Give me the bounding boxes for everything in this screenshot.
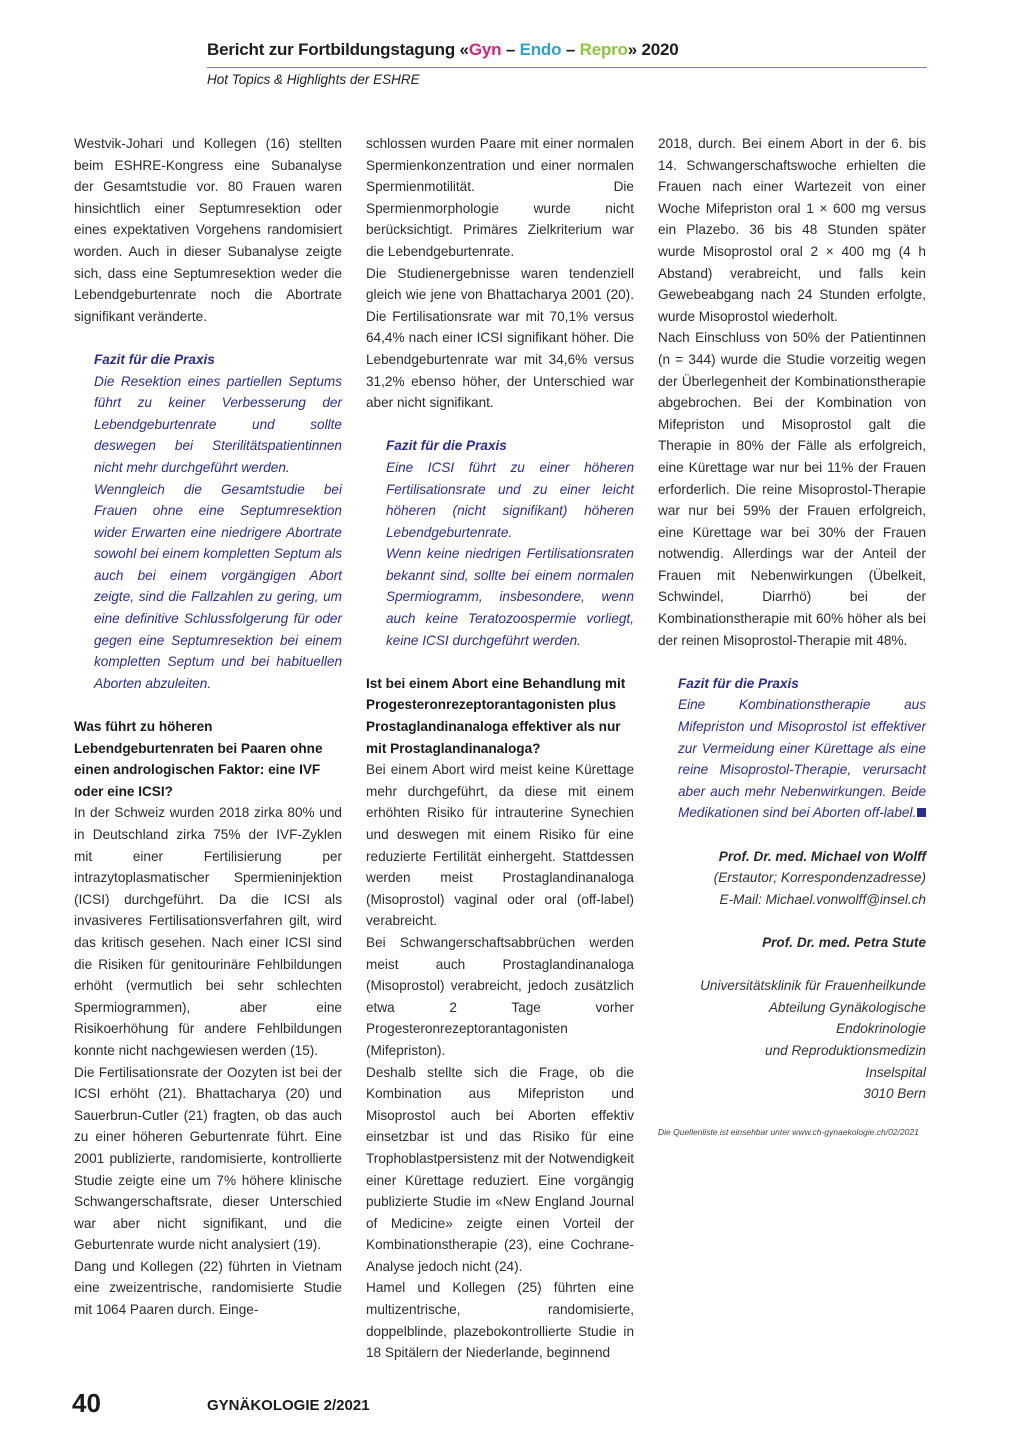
paragraph: Westvik-Johari und Kollegen (16) stellten beim ESHRE-Kongress eine Subanalyse der Gesamtstudie vor. 80 Frauen waren hinsichtlich einer Septumresektion oder eines expektativen Vorgehens randomisiert worden. Auch in dieser Subanalyse zeigte sich, dass eine Septumresektion weder die Lebendgeburtenrate noch die Abortrate signifikant veränderte. [74,136,342,324]
paragraph: Nach Einschluss von 50% der Patientinnen (n = 344) wurde die Studie vorzeitig wegen der Überlegenheit der Kombinationstherapie abgebrochen. Bei der Kombination von Mifepriston und Misoprostol galt die Therapie in 80% der Fälle als erfolgreich, eine Kürettage war nur bei 11% der Frauen erforderlich. Die reine Misoprostol-Therapie war nur bei 59% der Frauen erfolgreich, eine Kürettage war bei 30% der Frauen notwendig. Allerdings war der Anteil der Frauen mit Nebenwirkungen (Übelkeit, Schwindel, Diarrhö) bei der Kombinationstherapie mit 60% höher als bei der reinen Misoprostol-Therapie mit 48%. [658,330,926,648]
fazit-text-content: Eine Kombinationstherapie aus Mifepriston und Misoprostol ist effektiver zur Vermeidung einer Kürettage als eine reine Misoprostol-Therapie, verursacht aber auch mehr Nebenwirkungen. Beide Medikationen sind bei Aborten off-label. [678,697,926,821]
section-heading: Ist bei einem Abort eine Behandlung mit Progesteronrezeptorantagonisten plus Prostaglandinanaloga effektiver als nur mit Prostaglandinanaloga? [366,675,626,756]
header-gyn: Gyn [468,40,502,59]
paragraph: In der Schweiz wurden 2018 zirka 80% und in Deutschland zirka 75% der IVF-Zyklen mit einer Fertilisierung per intrazytoplasmatischer Spermieninjektion (ICSI) durchgeführt. Da die ICSI als invasiveres Fertilisationsverfahren gilt, wird das kritisch gesehen. Nach einer ICSI sind die Risiken für genitourinäre Fehlbildungen erhöht (vermutlich bei sehr schlechten Spermiogrammen), aber eine Risikoerhöhung für andere Fehlbildungen konnte nicht nachgewiesen werden (15). [74,805,342,1058]
author-name: Prof. Dr. med. Michael von Wolff [718,848,926,864]
paragraph: Dang und Kollegen (22) führten in Vietnam eine zweizentrische, randomisierte Studie mit 1064 Paaren durch. Einge- [74,1258,342,1318]
header-title-suffix: » 2020 [627,40,679,59]
affiliation-line: Inselspital [865,1064,926,1080]
author-role: (Erstautor; Korrespondenzadresse) [713,870,926,886]
header-title-prefix: Bericht zur Fortbildungstagung « [207,40,469,59]
header-dash: – [501,40,520,59]
fazit-box [94,349,342,695]
paragraph: 2018, durch. Bei einem Abort in der 6. bis 14. Schwangerschaftswoche erhielten die Frauen nach einer Wartezeit von einer Woche Mifepriston oral 1 × 600 mg versus ein Plazebo. 36 bis 48 Stunden später wurde Misoprostol oral 2 × 400 mg (4 h Abstand) verabreicht, und falls kein Gewebeabgang nach 24 Stunden erfolgte, wurde Misoprostol wiederholt. [658,136,926,324]
author-block [658,846,926,1105]
running-header [207,40,927,87]
paragraph: schlossen wurden Paare mit einer normalen Spermienkonzentration und einer normalen Spermienmotilität. Die Spermienmorphologie wurde nicht berücksichtigt. Primäres Zielkriterium war die Lebendgeburtenrate. [366,136,634,259]
affiliation-line: Endokrinologie [836,1021,926,1037]
header-dash: – [561,40,580,59]
author-name: Prof. Dr. med. Petra Stute [762,934,926,950]
affiliation-line: Abteilung Gynäkologische [768,999,926,1015]
header-repro: Repro [579,40,628,59]
author-email: E-Mail: Michael.vonwolff@insel.ch [719,891,926,907]
fazit-title: Fazit für die Praxis [386,438,507,454]
journal-name: GYNÄKOLOGIE 2/2021 [207,1397,370,1414]
fazit-box [678,673,926,824]
affiliation-line: Universitätsklinik für Frauenheilkunde [700,978,926,994]
paragraph: Die Fertilisationsrate der Oozyten ist bei der ICSI erhöht (21). Bhattacharya (20) und Sauerbrun-Cutler (21) fragten, ob das auch zu einer höheren Geburtenrate führt. Eine 2001 publizierte, randomisierte, kontrollierte Studie zeigte eine um 7% höhere klinische Schwangerschaftsrate, dieser Unterschied war aber nicht signifikant, und die Geburtenrate wurde nicht analysiert (19). [74,1064,342,1253]
fazit-text: Wenngleich die Gesamtstudie bei Frauen ohne eine Septumresektion wider Erwarten eine niedrigere Abortrate sowohl bei einem kompletten Septum als auch bei einem vorgängigen Abort zeigte, sind die Fallzahlen zu gering, um eine definitive Schlussfolgerung für oder gegen eine Septumresektion bei einem kompletten Septum und bei habituellen Aborten abzuleiten. [94,481,342,691]
header-endo: Endo [519,40,562,59]
fazit-text: Die Resektion eines partiellen Septums führt zu keiner Verbesserung der Lebendgeburtenrate und sollte deswegen bei Sterilitätspatientinnen nicht mehr durchgeführt werden. [94,373,342,475]
fazit-title: Fazit für die Praxis [94,351,215,367]
references-footnote: Die Quellenliste ist einsehbar unter www.ch-gynaekologie.ch/02/2021 [658,1127,919,1138]
fazit-title: Fazit für die Praxis [678,675,799,691]
affiliation-line: und Reproduktionsmedizin [765,1042,926,1058]
fazit-text: Eine ICSI führt zu einer höheren Fertilisationsrate und zu einer leicht höheren (nicht signifikant) höheren Lebendgeburtenrate. [386,459,634,540]
header-rule [207,67,927,68]
paragraph: Bei Schwangerschaftsabbrüchen werden meist auch Prostaglandinanaloga (Misoprostol) verabreicht, jedoch zusätzlich etwa 2 Tage vorher Progesteronrezeptorantagonisten (Mifepriston). [366,934,634,1058]
end-of-article-square-icon [917,808,926,817]
fazit-text: Wenn keine niedrigen Fertilisationsraten bekannt sind, sollte bei einem normalen Spermiogramm, insbesondere, wenn auch keine Teratozoospermie vorliegt, keine ICSI durchgeführt werden. [386,546,634,648]
affiliation-line: 3010 Bern [863,1086,926,1102]
section-heading: Was führt zu höheren Lebendgeburtenraten bei Paaren ohne einen andrologischen Faktor: eine IVF oder eine ICSI? [74,719,323,799]
fazit-box [386,435,634,651]
header-subtitle: Hot Topics & Highlights der ESHRE [207,72,420,87]
header-title [207,40,927,60]
column-2 [366,133,634,1364]
paragraph: Deshalb stellte sich die Frage, ob die Kombination aus Mifepriston und Misoprostol auch bei Aborten effektiv einsetzbar ist und das Risiko für eine Trophoblastpersistenz mit der Notwendigkeit einer Kürettage reduziert. Eine vorgängig publizierte Studie im «New England Journal of Medicine» zeigte einen Vorteil der Kombinationstherapie (23), eine Cochrane-Analyse jedoch nicht (24). [366,1064,634,1274]
paragraph: Hamel und Kollegen (25) führten eine multizentrische, randomisierte, doppelblinde, plazebokontrollierte Studie in 18 Spitälern der Niederlande, beginnend [366,1280,634,1361]
column-3 [658,133,926,1138]
paragraph: Die Studienergebnisse waren tendenziell gleich wie jene von Bhattacharya 2001 (20). Die Fertilisationsrate war mit 70,1% versus 64,4% nach einer ICSI signifikant höher. Die Lebendgeburtenrate war mit 34,6% versus 31,2% ebenso höher, der Unterschied war aber nicht signifikant. [366,265,634,411]
page-number: 40 [72,1388,101,1418]
paragraph: Bei einem Abort wird meist keine Kürettage mehr durchgeführt, da diese mit einem erhöhten Risiko für intrauterine Synechien und deswegen mit einem Risiko für eine reduzierte Fertilität einhergeht. Stattdessen werden meist Prostaglandinanaloga (Misoprostol) vaginal oder oral (off-label) verabreicht. [366,762,634,929]
column-1 [74,133,342,1321]
fazit-text [678,694,926,824]
